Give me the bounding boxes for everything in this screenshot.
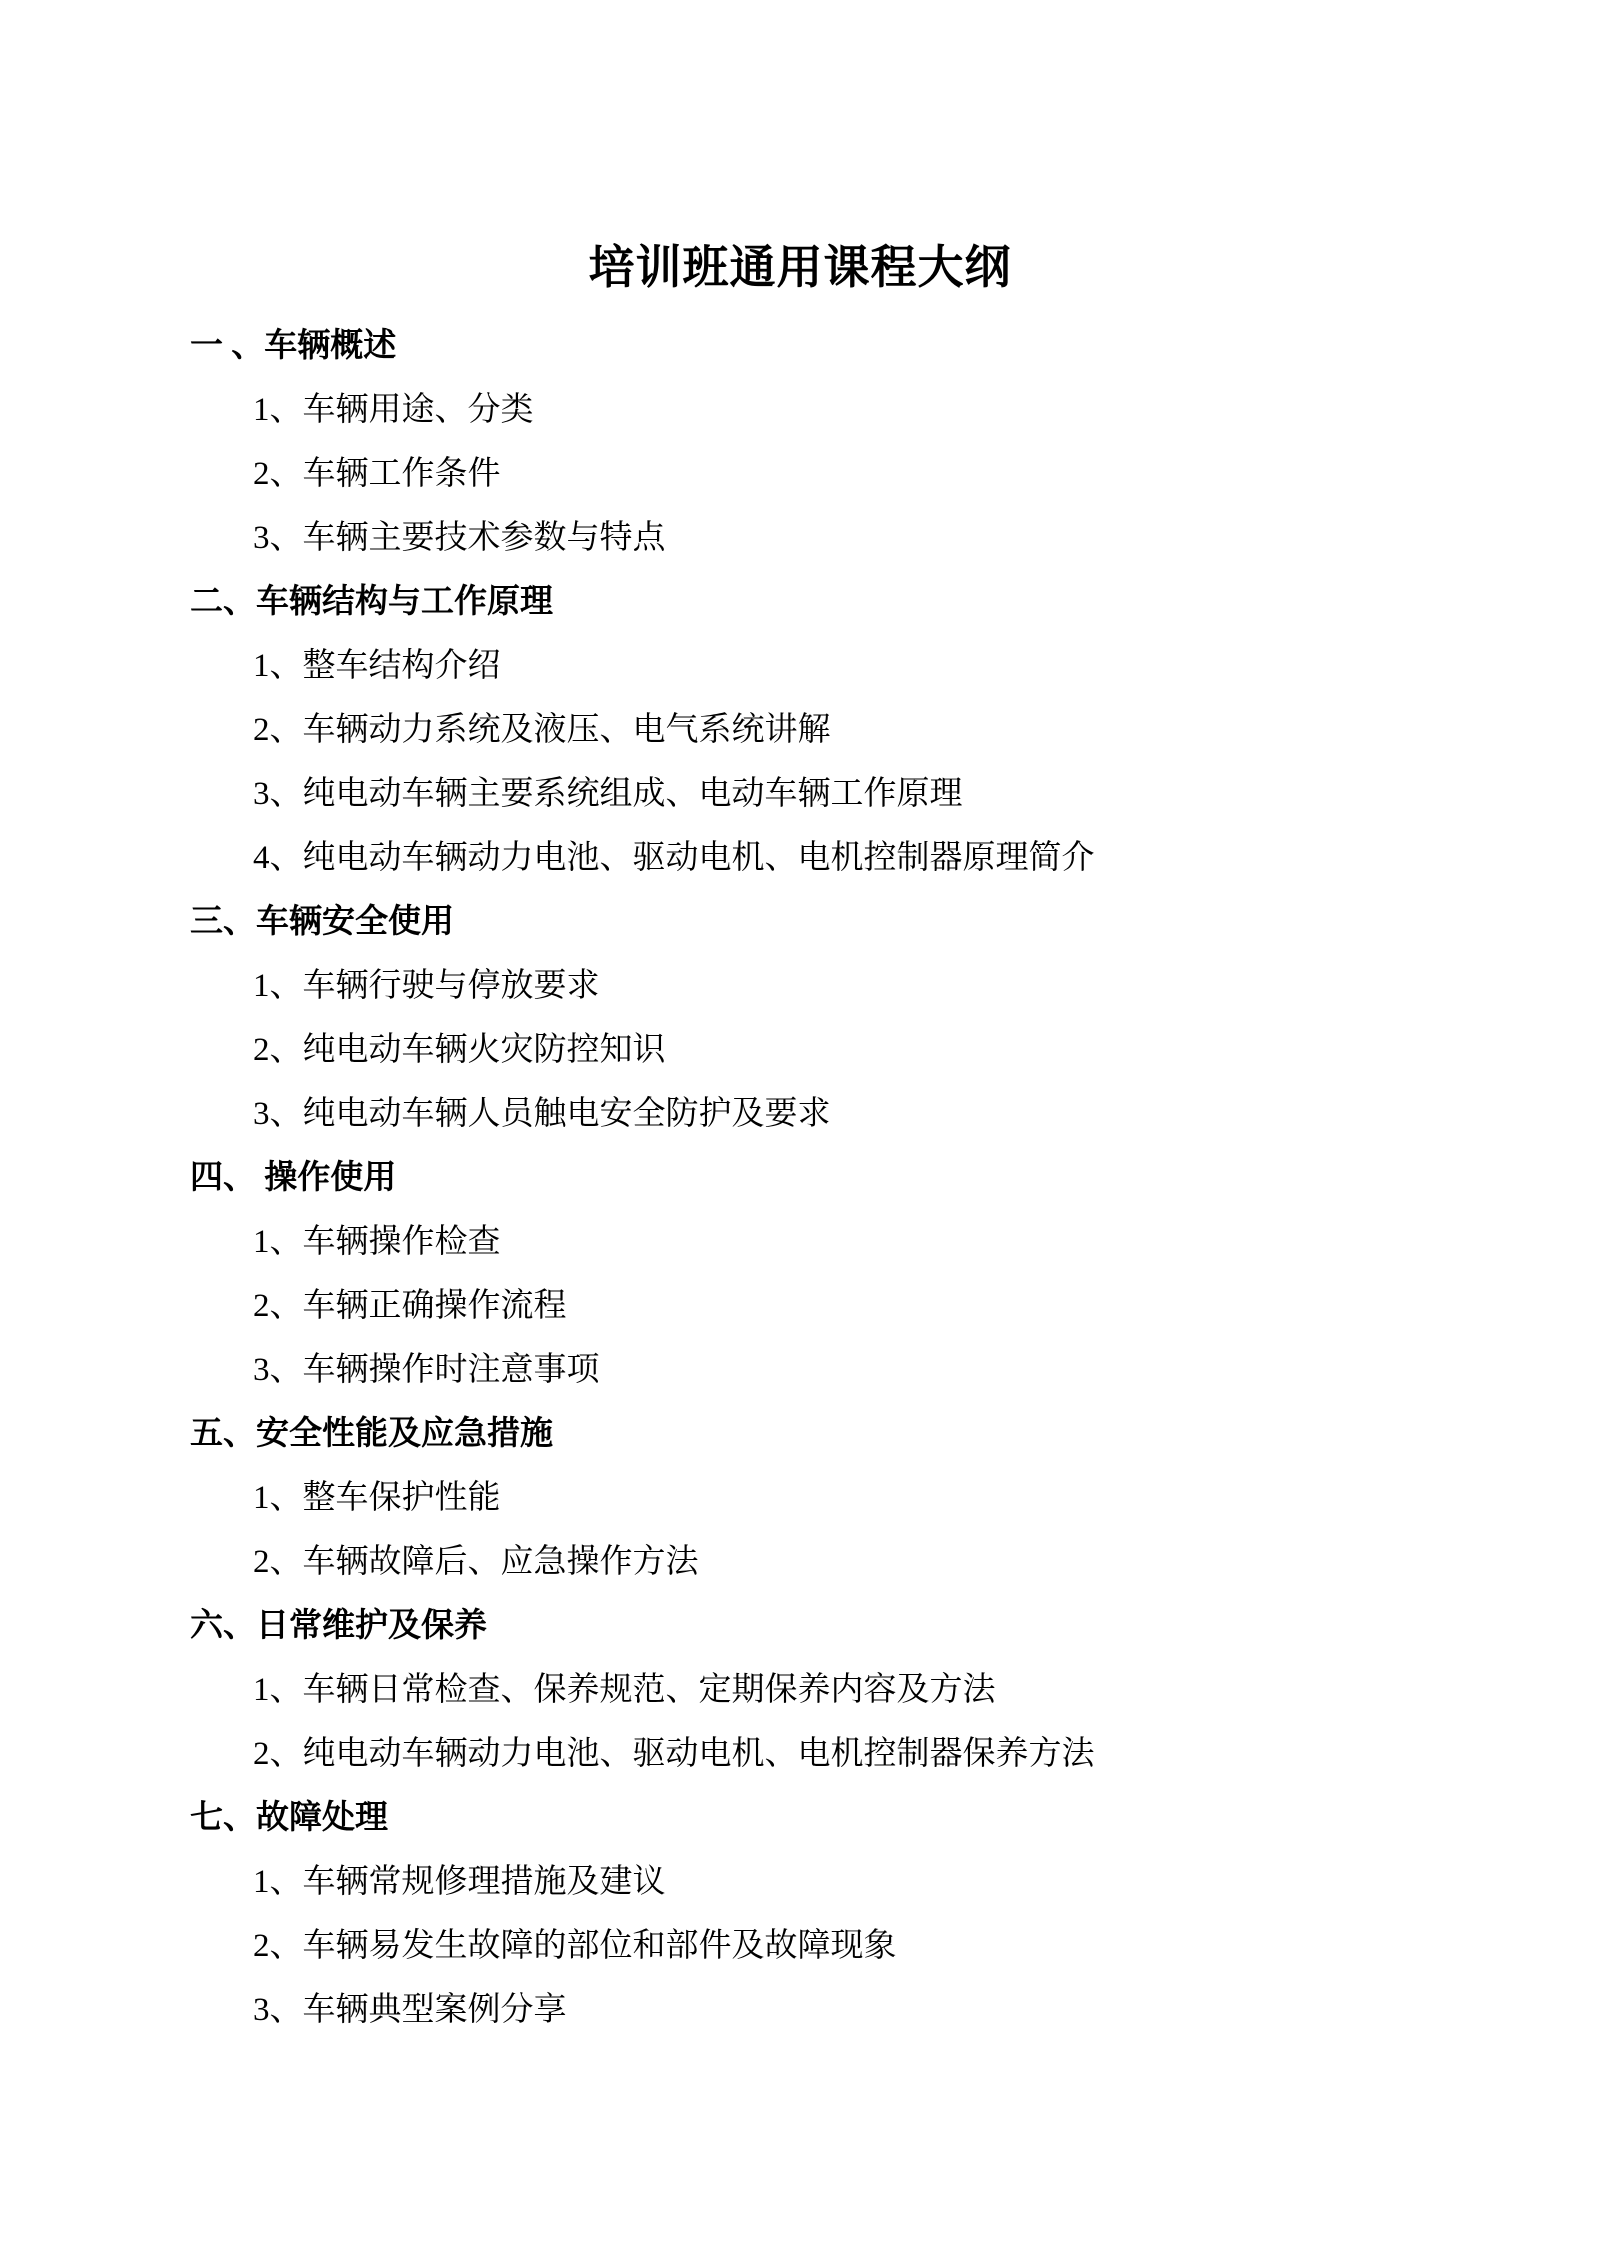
section-items	[0, 1850, 1600, 2042]
section-items	[0, 1210, 1600, 1402]
outline-item: 2、车辆故障后、应急操作方法	[253, 1543, 699, 1580]
section-items	[0, 954, 1600, 1146]
outline-item: 1、车辆行驶与停放要求	[253, 967, 600, 1004]
section-heading: 五、安全性能及应急措施	[190, 1415, 553, 1452]
outline-item: 2、车辆正确操作流程	[253, 1287, 567, 1324]
outline-item: 1、车辆日常检查、保养规范、定期保养内容及方法	[253, 1671, 996, 1708]
outline-item: 4、纯电动车辆动力电池、驱动电机、电机控制器原理简介	[253, 839, 1095, 876]
outline-item: 1、车辆操作检查	[253, 1223, 501, 1260]
outline-section	[0, 1594, 1600, 1786]
outline-section	[0, 1786, 1600, 2042]
outline-item: 1、整车结构介绍	[253, 647, 501, 684]
section-items	[0, 1658, 1600, 1786]
section-heading: 六、日常维护及保养	[190, 1607, 487, 1644]
outline-section	[0, 890, 1600, 1146]
course-outline	[0, 314, 1600, 2042]
outline-item: 1、整车保护性能	[253, 1479, 501, 1516]
outline-section	[0, 1146, 1600, 1402]
document-title: 培训班通用课程大纲	[588, 242, 1012, 293]
section-items	[0, 634, 1600, 890]
outline-item: 1、车辆常规修理措施及建议	[253, 1863, 666, 1900]
outline-section	[0, 570, 1600, 890]
section-heading: 三、车辆安全使用	[190, 903, 454, 940]
section-heading: 一 、车辆概述	[190, 327, 397, 364]
outline-item: 2、纯电动车辆动力电池、驱动电机、电机控制器保养方法	[253, 1735, 1095, 1772]
outline-item: 2、纯电动车辆火灾防控知识	[253, 1031, 666, 1068]
section-items	[0, 378, 1600, 570]
outline-item: 3、车辆主要技术参数与特点	[253, 519, 666, 556]
outline-section	[0, 314, 1600, 570]
outline-section	[0, 1402, 1600, 1594]
section-items	[0, 1466, 1600, 1594]
outline-item: 3、车辆典型案例分享	[253, 1991, 567, 2028]
outline-item: 3、车辆操作时注意事项	[253, 1351, 600, 1388]
outline-item: 2、车辆动力系统及液压、电气系统讲解	[253, 711, 831, 748]
outline-item: 1、车辆用途、分类	[253, 391, 534, 428]
section-heading: 七、故障处理	[190, 1799, 388, 1836]
section-heading: 二、车辆结构与工作原理	[190, 583, 553, 620]
outline-item: 3、纯电动车辆主要系统组成、电动车辆工作原理	[253, 775, 963, 812]
outline-item: 2、车辆易发生故障的部位和部件及故障现象	[253, 1927, 897, 1964]
section-heading: 四、 操作使用	[190, 1159, 397, 1196]
outline-item: 3、纯电动车辆人员触电安全防护及要求	[253, 1095, 831, 1132]
outline-item: 2、车辆工作条件	[253, 455, 501, 492]
